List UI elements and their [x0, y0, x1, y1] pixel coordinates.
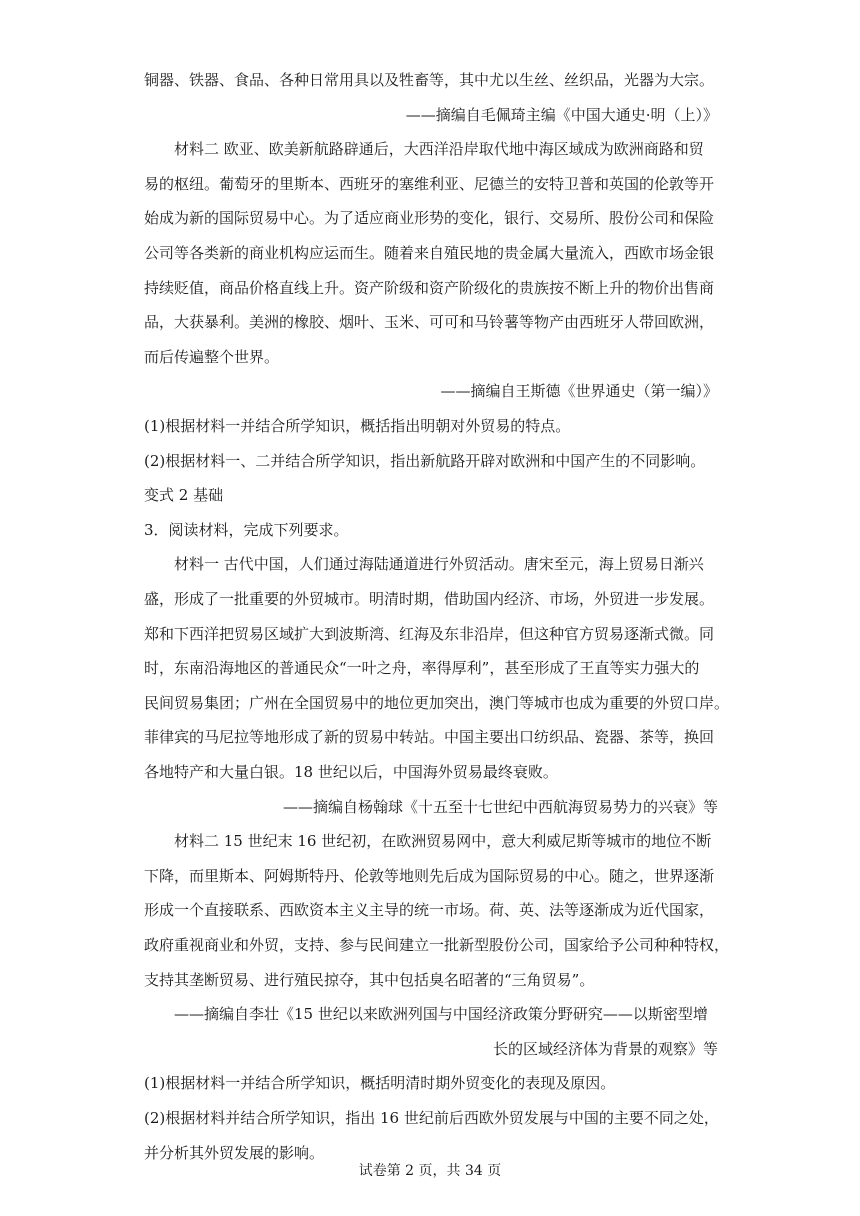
material-two-line: 下降，而里斯本、阿姆斯特丹、伦敦等地则先后成为国际贸易的中心。随之，世界逐渐 [144, 867, 715, 885]
source-citation: ——摘编自王斯德《世界通史（第一编）》 [440, 382, 718, 400]
material-one-tail: 铜器、铁器、食品、各种日常用具以及牲畜等，其中尤以生丝、丝织品，光器为大宗。 [144, 71, 715, 89]
question-intro: 3．阅读材料，完成下列要求。 [144, 521, 349, 539]
page-footer: 试卷第 2 页，共 34 页 [358, 1163, 502, 1179]
material-two-line: 易的枢纽。葡萄牙的里斯本、西班牙的塞维利亚、尼德兰的安特卫普和英国的伦敦等开 [144, 175, 715, 193]
material-two-line: 材料二 15 世纪末 16 世纪初，在欧洲贸易网中，意大利威尼斯等城市的地位不断 [174, 832, 712, 850]
material-two-line: 公司等各类新的商业机构应运而生。随着来自殖民地的贵金属大量流入，西欧市场金银 [144, 244, 715, 262]
material-two-line: 而后传遍整个世界。 [144, 348, 280, 366]
source-citation: ——摘编自李壮《15 世纪以来欧洲列国与中国经济政策分野研究——以斯密型增 [174, 1005, 708, 1023]
material-two-line: 持续贬值，商品价格直线上升。资产阶级和资产阶级化的贵族按不断上升的物价出售商 [144, 279, 715, 297]
material-one-line: 盛，形成了一批重要的外贸城市。明清时期，借助国内经济、市场，外贸进一步发展。 [144, 590, 715, 608]
source-citation: 长的区域经济体为背景的观察》等 [492, 1040, 718, 1058]
material-one-line: 郑和下西洋把贸易区域扩大到波斯湾、红海及东非沿岸，但这种官方贸易逐渐式微。同 [144, 625, 715, 643]
question-item: (1)根据材料一并结合所学知识，概括明清时期外贸变化的表现及原因。 [144, 1074, 616, 1092]
question-item: (2)根据材料并结合所学知识，指出 16 世纪前后西欧外贸发展与中国的主要不同之处， [144, 1109, 719, 1127]
material-one-line: 菲律宾的马尼拉等地形成了新的贸易中转站。中国主要出口纺织品、瓷器、茶等，换回 [144, 728, 715, 746]
section-label: 变式 2 基础 [144, 486, 224, 504]
material-two-line: 材料二 欧亚、欧美新航路辟通后，大西洋沿岸取代地中海区域成为欧洲商路和贸 [174, 140, 704, 158]
material-two-line: 品，大获暴利。美洲的橡胶、烟叶、玉米、可可和马铃薯等物产由西班牙人带回欧洲， [144, 313, 715, 331]
material-one-line: 时，东南沿海地区的普通民众“一叶之舟，率得厚利”，甚至形成了王直等实力强大的 [144, 659, 700, 677]
material-two-line: 形成一个直接联系、西欧资本主义主导的统一市场。荷、英、法等逐渐成为近代国家， [144, 901, 715, 919]
material-one-line: 材料一 古代中国，人们通过海陆通道进行外贸活动。唐宋至元，海上贸易日渐兴 [174, 555, 704, 573]
question-item: (1)根据材料一并结合所学知识，概括指出明朝对外贸易的特点。 [144, 417, 571, 435]
material-one-line: 各地特产和大量白银。18 世纪以后，中国海外贸易最终衰败。 [144, 763, 558, 781]
material-two-line: 支持其垄断贸易、进行殖民掠夺，其中包括臭名昭著的“三角贸易”。 [144, 971, 595, 989]
question-item: (2)根据材料一、二并结合所学知识，指出新航路开辟对欧洲和中国产生的不同影响。 [144, 452, 706, 470]
source-citation: ——摘编自毛佩琦主编《中国大通史·明（上）》 [405, 106, 718, 124]
material-two-line: 始成为新的国际贸易中心。为了适应商业形势的变化，银行、交易所、股份公司和保险 [144, 209, 715, 227]
material-one-line: 民间贸易集团；广州在全国贸易中的地位更加突出，澳门等城市也成为重要的外贸口岸。 [144, 694, 730, 712]
source-citation: ——摘编自杨翰球《十五至十七世纪中西航海贸易势力的兴衰》等 [282, 798, 718, 816]
material-two-line: 政府重视商业和外贸，支持、参与民间建立一批新型股份公司，国家给予公司种种特权， [144, 936, 730, 954]
question-item: 并分析其外贸发展的影响。 [144, 1144, 325, 1162]
